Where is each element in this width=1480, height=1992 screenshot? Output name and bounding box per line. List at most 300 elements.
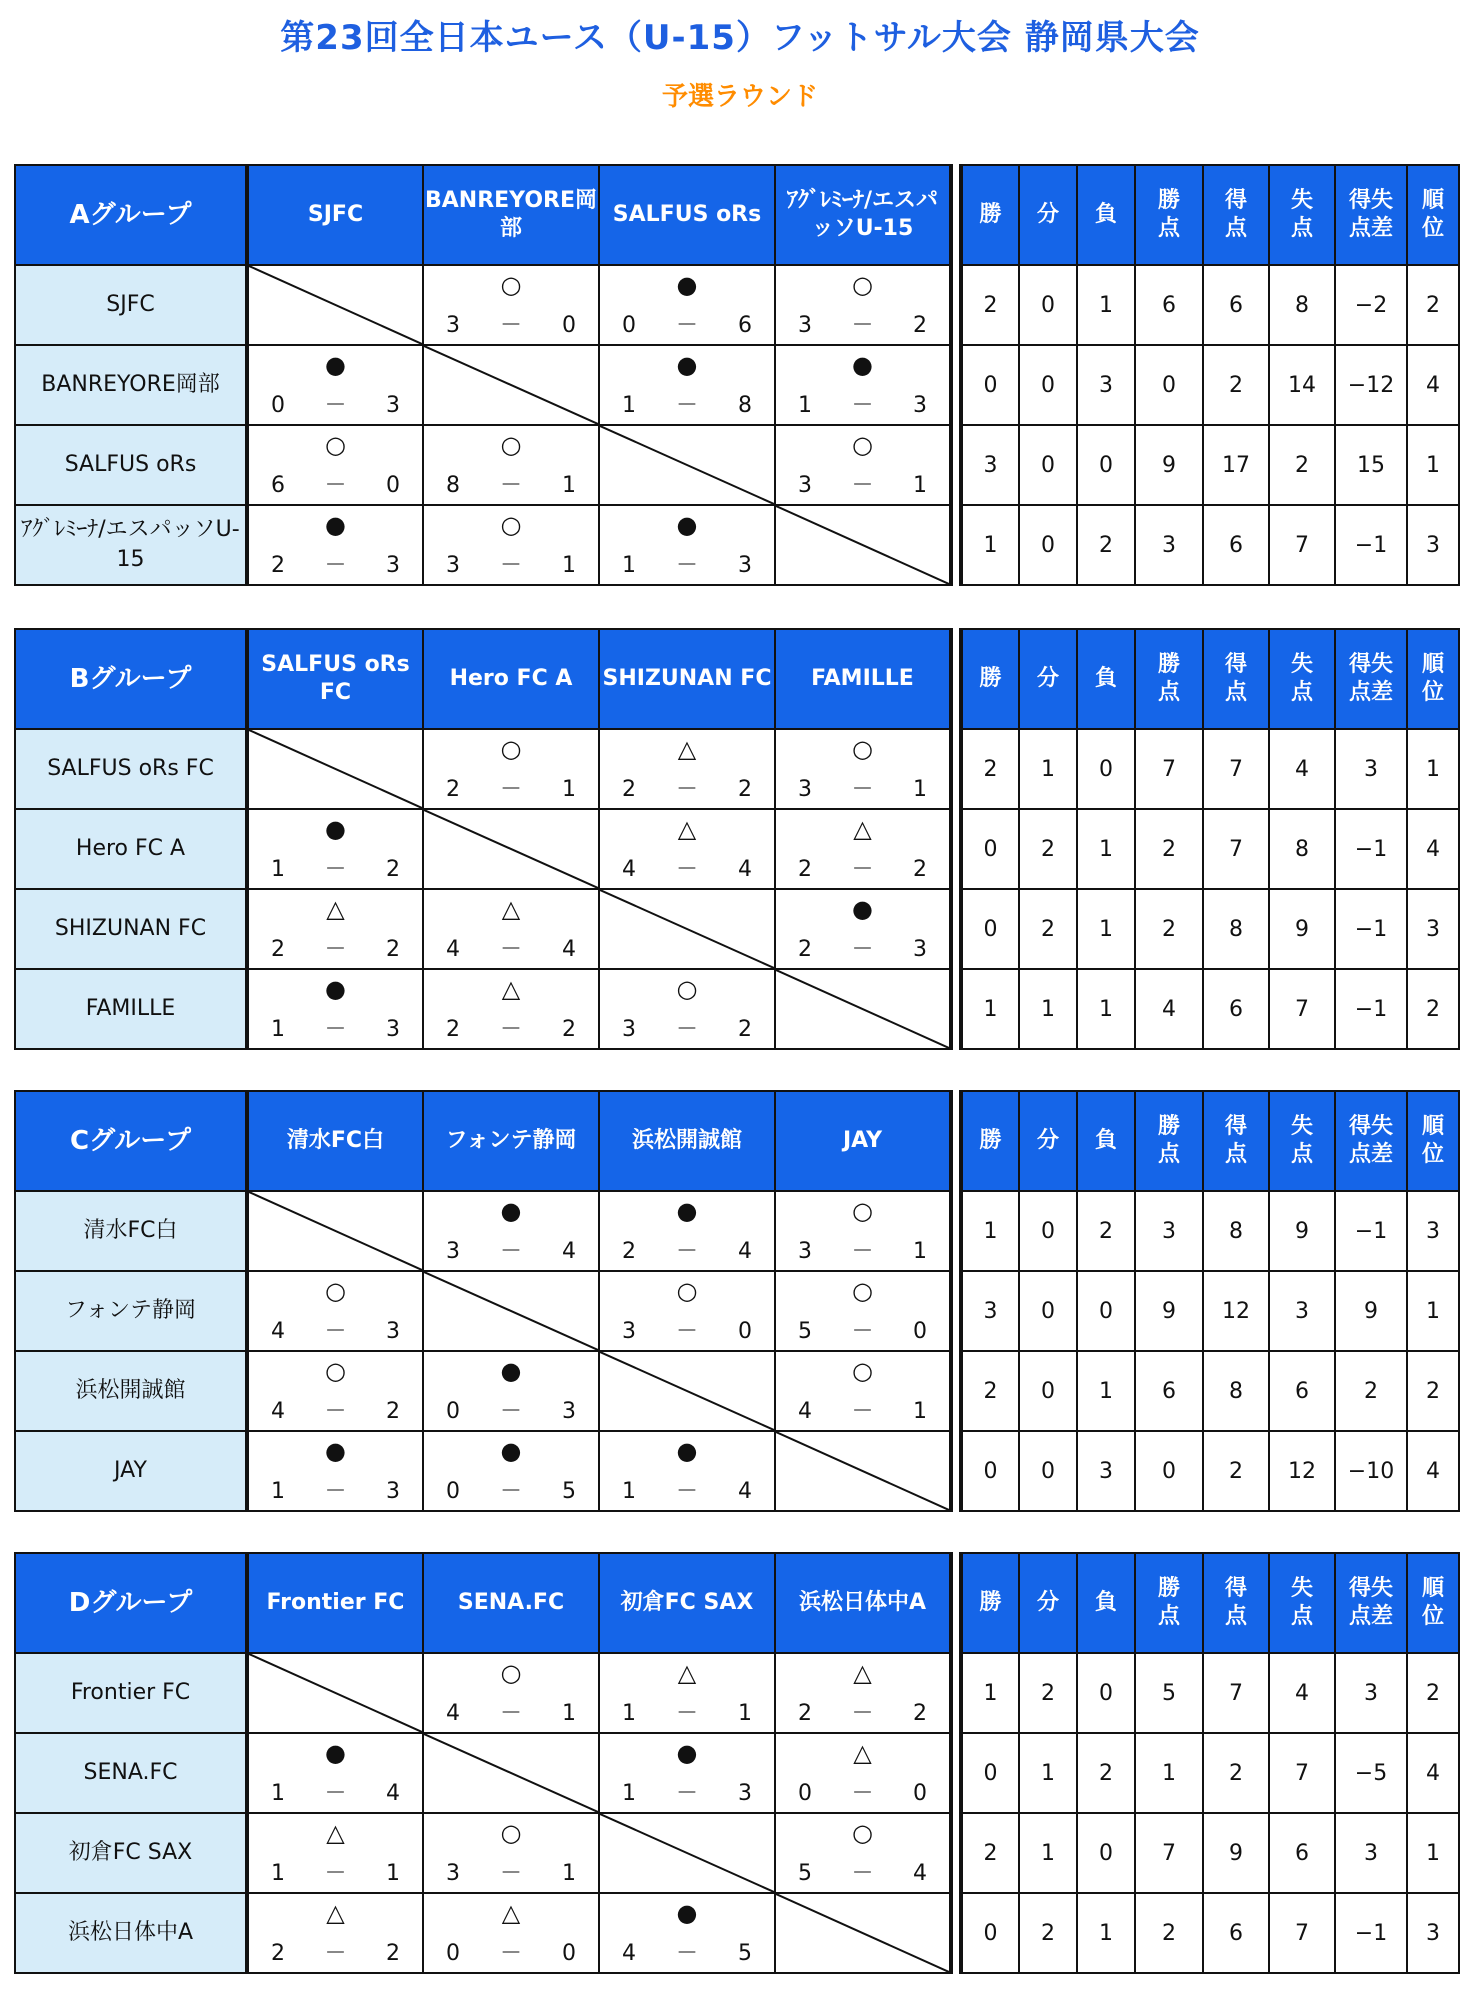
- stat-value: 2: [1077, 1733, 1135, 1813]
- result-symbol: △: [853, 1739, 872, 1767]
- stat-header-label: 得点: [1224, 652, 1247, 705]
- stat-value: 4: [1407, 1431, 1459, 1511]
- column-gap: [951, 345, 961, 425]
- column-gap: [951, 1653, 961, 1733]
- stat-value: 6: [1203, 969, 1269, 1049]
- self-match-cell: [423, 1271, 599, 1351]
- match-result: [423, 1191, 599, 1271]
- stat-header: [1335, 629, 1407, 729]
- stat-value: 0: [1019, 1271, 1077, 1351]
- stat-value: 0: [1019, 1351, 1077, 1431]
- match-result: [247, 505, 423, 585]
- stat-value: 4: [1135, 969, 1203, 1049]
- result-symbol: ○: [325, 1357, 346, 1385]
- score-for: 4: [798, 1399, 812, 1424]
- column-header-team: SALFUS oRs: [599, 165, 775, 265]
- column-header-team: SALFUS oRs FC: [247, 629, 423, 729]
- stat-value: −1: [1335, 1191, 1407, 1271]
- column-header-team: フォンテ静岡: [423, 1091, 599, 1191]
- score-for: 3: [798, 473, 812, 498]
- stat-value: −12: [1335, 345, 1407, 425]
- column-gap: [951, 729, 961, 809]
- stat-header-label: 勝点: [1157, 1576, 1180, 1629]
- result-symbol: ○: [500, 735, 522, 763]
- match-result: [247, 1733, 423, 1813]
- stat-value: 2: [1407, 1653, 1459, 1733]
- stat-value: 4: [1269, 729, 1335, 809]
- score-against: 6: [738, 313, 752, 338]
- result-symbol: ○: [676, 975, 698, 1003]
- score-for: 0: [446, 1399, 460, 1424]
- result-cell: [424, 1894, 598, 1972]
- column-gap: [951, 629, 961, 729]
- score-against: 4: [738, 1239, 752, 1264]
- stat-header: [1269, 1091, 1335, 1191]
- result-symbol: △: [326, 1899, 345, 1927]
- score-for: 4: [622, 1941, 636, 1966]
- stat-value: 0: [1077, 729, 1135, 809]
- stat-header-label: 勝: [979, 202, 1002, 227]
- stat-header-label: 分: [1036, 1590, 1059, 1615]
- team-row: [15, 889, 1459, 969]
- score-for: 0: [622, 313, 636, 338]
- score-dash: －: [851, 1319, 874, 1344]
- stat-value: 2: [1019, 889, 1077, 969]
- group-name: Bグループ: [15, 629, 247, 729]
- score-for: 6: [271, 473, 285, 498]
- score-for: 2: [271, 553, 285, 578]
- match-result: [599, 729, 775, 809]
- column-gap: [951, 969, 961, 1049]
- group-header-row: [15, 629, 1459, 729]
- stat-header-label: 失点: [1290, 188, 1313, 241]
- score-for: 0: [446, 1941, 460, 1966]
- stat-header-label: 勝: [979, 1590, 1002, 1615]
- group-1: [14, 628, 1460, 1050]
- self-match-cell: [423, 809, 599, 889]
- diagonal-line: [424, 810, 598, 888]
- stat-header: [1019, 629, 1077, 729]
- result-cell: [249, 426, 422, 504]
- score-against: 3: [562, 1399, 576, 1424]
- score-dash: －: [499, 1941, 522, 1966]
- result-symbol: ○: [500, 1659, 522, 1687]
- match-result: [247, 1271, 423, 1351]
- diagonal-line: [600, 426, 774, 504]
- stat-header: [1335, 1091, 1407, 1191]
- stat-value: −1: [1335, 809, 1407, 889]
- result-symbol: ●: [325, 1739, 346, 1767]
- result-cell: [424, 970, 598, 1048]
- result-symbol: △: [326, 895, 345, 923]
- diagonal-line: [249, 1192, 422, 1270]
- score-dash: －: [675, 857, 698, 882]
- stat-value: 7: [1269, 1893, 1335, 1973]
- stat-value: 1: [1077, 1893, 1135, 1973]
- match-result: [775, 729, 951, 809]
- stat-value: 1: [1077, 265, 1135, 345]
- stat-value: 7: [1269, 969, 1335, 1049]
- result-symbol: △: [501, 1899, 521, 1927]
- stat-value: 2: [1203, 1431, 1269, 1511]
- self-match-cell: [247, 1653, 423, 1733]
- score-against: 5: [562, 1479, 576, 1504]
- score-dash: －: [499, 1399, 522, 1424]
- team-name: SALFUS oRs: [15, 425, 247, 505]
- result-symbol: ●: [676, 1437, 698, 1465]
- stat-value: 8: [1269, 265, 1335, 345]
- result-symbol: △: [326, 1819, 345, 1847]
- stat-value: 9: [1135, 1271, 1203, 1351]
- match-result: [775, 1191, 951, 1271]
- column-gap: [951, 505, 961, 585]
- stat-value: 2: [1407, 265, 1459, 345]
- result-symbol: ○: [500, 271, 522, 299]
- stat-value: 0: [961, 1733, 1019, 1813]
- result-cell: [776, 730, 949, 808]
- column-gap: [951, 265, 961, 345]
- score-for: 1: [622, 1479, 636, 1504]
- score-dash: －: [851, 1701, 874, 1726]
- stat-value: 7: [1135, 729, 1203, 809]
- stat-value: 3: [961, 425, 1019, 505]
- team-name: Hero FC A: [15, 809, 247, 889]
- match-result: [775, 1351, 951, 1431]
- stat-value: 0: [1019, 425, 1077, 505]
- stat-header: [1269, 1553, 1335, 1653]
- score-for: 3: [446, 553, 460, 578]
- match-result: [599, 1893, 775, 1973]
- score-dash: －: [675, 1701, 698, 1726]
- score-for: 3: [798, 313, 812, 338]
- stat-value: 17: [1203, 425, 1269, 505]
- stat-value: 6: [1135, 265, 1203, 345]
- match-result: [775, 1813, 951, 1893]
- match-result: [423, 1653, 599, 1733]
- stat-header: [1019, 1091, 1077, 1191]
- score-against: 3: [386, 1319, 400, 1344]
- score-against: 1: [562, 1701, 576, 1726]
- result-symbol: ●: [676, 271, 698, 299]
- stat-header: [961, 1553, 1019, 1653]
- score-dash: －: [675, 1239, 698, 1264]
- score-dash: －: [851, 313, 874, 338]
- group-table: [14, 1090, 1460, 1512]
- stat-value: 2: [1407, 1351, 1459, 1431]
- team-row: [15, 1813, 1459, 1893]
- stat-header-label: 勝点: [1157, 188, 1180, 241]
- score-dash: －: [324, 1941, 347, 1966]
- group-2: [14, 1090, 1460, 1512]
- stat-value: 3: [1407, 1893, 1459, 1973]
- result-cell: [600, 1894, 774, 1972]
- stat-value: 3: [1335, 1813, 1407, 1893]
- stat-header: [1203, 1553, 1269, 1653]
- score-against: 2: [738, 1017, 752, 1042]
- column-header-team: 浜松日体中A: [775, 1553, 951, 1653]
- stat-header-label: 負: [1094, 1590, 1117, 1615]
- result-cell: [249, 346, 422, 424]
- team-name: BANREYORE岡部: [15, 345, 247, 425]
- stat-value: 3: [1407, 505, 1459, 585]
- result-cell: [776, 1352, 949, 1430]
- stat-value: 12: [1203, 1271, 1269, 1351]
- stat-value: 1: [961, 1191, 1019, 1271]
- score-against: 1: [386, 1861, 400, 1886]
- stat-value: 0: [961, 345, 1019, 425]
- match-result: [599, 1733, 775, 1813]
- stat-value: 3: [1135, 505, 1203, 585]
- stat-value: 1: [1019, 729, 1077, 809]
- match-result: [423, 889, 599, 969]
- result-symbol: ○: [325, 431, 346, 459]
- column-gap: [951, 425, 961, 505]
- stat-value: 3: [961, 1271, 1019, 1351]
- score-dash: －: [499, 1239, 522, 1264]
- self-match-cell: [775, 505, 951, 585]
- match-result: [423, 1351, 599, 1431]
- stat-value: 1: [1077, 889, 1135, 969]
- score-against: 2: [386, 1399, 400, 1424]
- result-cell: [249, 890, 422, 968]
- stat-value: 2: [1019, 1653, 1077, 1733]
- column-header-team: JAY: [775, 1091, 951, 1191]
- stat-value: 2: [1407, 969, 1459, 1049]
- stat-header-label: 得失点差: [1348, 1114, 1393, 1167]
- score-dash: －: [675, 777, 698, 802]
- stat-value: 1: [1077, 969, 1135, 1049]
- result-cell: [249, 1432, 422, 1510]
- score-for: 2: [446, 777, 460, 802]
- stat-header-label: 負: [1094, 202, 1117, 227]
- stat-header-label: 得失点差: [1348, 1576, 1393, 1629]
- stat-value: 7: [1203, 809, 1269, 889]
- stat-value: 2: [961, 729, 1019, 809]
- result-cell: [776, 1272, 949, 1350]
- result-symbol: ●: [325, 975, 346, 1003]
- match-result: [599, 969, 775, 1049]
- team-row: [15, 969, 1459, 1049]
- score-against: 3: [738, 553, 752, 578]
- result-symbol: ●: [676, 1197, 698, 1225]
- score-for: 3: [446, 313, 460, 338]
- result-symbol: ○: [852, 1819, 873, 1847]
- match-result: [423, 425, 599, 505]
- result-cell: [776, 890, 949, 968]
- score-dash: －: [675, 393, 698, 418]
- result-cell: [600, 266, 774, 344]
- score-for: 0: [446, 1479, 460, 1504]
- stat-value: 3: [1407, 1191, 1459, 1271]
- score-dash: －: [851, 937, 874, 962]
- group-header-row: [15, 165, 1459, 265]
- score-against: 1: [913, 473, 927, 498]
- result-cell: [424, 730, 598, 808]
- score-dash: －: [851, 857, 874, 882]
- result-cell: [600, 970, 774, 1048]
- self-match-cell: [775, 1893, 951, 1973]
- result-cell: [776, 346, 949, 424]
- score-dash: －: [675, 1781, 698, 1806]
- stat-value: 2: [1203, 345, 1269, 425]
- result-symbol: △: [677, 1659, 697, 1687]
- diagonal-line: [776, 970, 949, 1048]
- score-against: 2: [562, 1017, 576, 1042]
- stat-value: −5: [1335, 1733, 1407, 1813]
- stat-value: 9: [1269, 1191, 1335, 1271]
- diagonal-line: [600, 1814, 774, 1892]
- stat-value: −1: [1335, 969, 1407, 1049]
- score-against: 0: [562, 1941, 576, 1966]
- self-match-cell: [775, 969, 951, 1049]
- diagonal-line: [776, 1894, 949, 1972]
- column-gap: [951, 1431, 961, 1511]
- result-cell: [776, 266, 949, 344]
- stat-value: 2: [1269, 425, 1335, 505]
- stat-value: 12: [1269, 1431, 1335, 1511]
- score-against: 0: [562, 313, 576, 338]
- column-header-team: FAMILLE: [775, 629, 951, 729]
- stat-header-label: 負: [1094, 666, 1117, 691]
- score-for: 2: [798, 937, 812, 962]
- score-against: 0: [386, 473, 400, 498]
- match-result: [599, 265, 775, 345]
- score-for: 3: [622, 1017, 636, 1042]
- match-result: [423, 729, 599, 809]
- score-for: 1: [622, 553, 636, 578]
- stat-header: [1019, 1553, 1077, 1653]
- team-name: SALFUS oRs FC: [15, 729, 247, 809]
- match-result: [247, 1431, 423, 1511]
- score-for: 1: [271, 1479, 285, 1504]
- group-table: [14, 164, 1460, 586]
- stat-header-label: 分: [1036, 666, 1059, 691]
- match-result: [247, 969, 423, 1049]
- result-cell: [600, 1192, 774, 1270]
- match-result: [599, 1653, 775, 1733]
- stat-value: 4: [1407, 809, 1459, 889]
- self-match-cell: [599, 1813, 775, 1893]
- match-result: [423, 1431, 599, 1511]
- match-result: [423, 1813, 599, 1893]
- score-for: 1: [271, 1861, 285, 1886]
- score-dash: －: [675, 1479, 698, 1504]
- result-cell: [600, 346, 774, 424]
- score-against: 5: [738, 1941, 752, 1966]
- column-gap: [951, 1271, 961, 1351]
- column-gap: [951, 889, 961, 969]
- stat-header-label: 得失点差: [1348, 652, 1393, 705]
- stat-value: 7: [1269, 505, 1335, 585]
- result-symbol: ○: [500, 511, 522, 539]
- stat-header-label: 勝点: [1157, 1114, 1180, 1167]
- score-for: 4: [622, 857, 636, 882]
- score-dash: －: [324, 857, 347, 882]
- column-header-team: 初倉FC SAX: [599, 1553, 775, 1653]
- score-for: 1: [271, 1017, 285, 1042]
- team-row: [15, 809, 1459, 889]
- match-result: [599, 1191, 775, 1271]
- score-for: 3: [446, 1861, 460, 1886]
- stat-header: [1135, 1091, 1203, 1191]
- score-dash: －: [324, 1479, 347, 1504]
- stat-value: 6: [1203, 265, 1269, 345]
- score-against: 3: [386, 393, 400, 418]
- stat-value: 1: [1407, 1271, 1459, 1351]
- column-header-team: SENA.FC: [423, 1553, 599, 1653]
- result-cell: [600, 810, 774, 888]
- result-symbol: ○: [852, 1357, 873, 1385]
- stat-value: 0: [1019, 265, 1077, 345]
- score-for: 5: [798, 1319, 812, 1344]
- group-header-row: [15, 1091, 1459, 1191]
- team-row: [15, 1431, 1459, 1511]
- diagonal-line: [249, 1654, 422, 1732]
- stat-header-label: 勝点: [1157, 652, 1180, 705]
- self-match-cell: [423, 1733, 599, 1813]
- stat-value: 2: [1135, 809, 1203, 889]
- stat-header: [961, 165, 1019, 265]
- score-for: 3: [622, 1319, 636, 1344]
- column-gap: [951, 1733, 961, 1813]
- score-dash: －: [851, 473, 874, 498]
- stat-header-label: 得点: [1224, 1114, 1247, 1167]
- self-match-cell: [775, 1431, 951, 1511]
- group-name: Cグループ: [15, 1091, 247, 1191]
- result-symbol: ●: [676, 1899, 698, 1927]
- score-dash: －: [675, 553, 698, 578]
- score-dash: －: [851, 1781, 874, 1806]
- score-dash: －: [324, 1399, 347, 1424]
- score-against: 3: [913, 393, 927, 418]
- stat-value: 2: [1135, 889, 1203, 969]
- stat-value: 0: [1077, 1813, 1135, 1893]
- stat-header: [1407, 629, 1459, 729]
- stat-value: 1: [1077, 1351, 1135, 1431]
- stat-value: 8: [1203, 1191, 1269, 1271]
- team-row: [15, 1351, 1459, 1431]
- result-symbol: ○: [500, 431, 522, 459]
- score-dash: －: [499, 1861, 522, 1886]
- match-result: [247, 425, 423, 505]
- column-header-team: BANREYORE岡部: [423, 165, 599, 265]
- stat-header-label: 得失点差: [1348, 188, 1393, 241]
- stat-header-label: 順位: [1421, 1576, 1444, 1629]
- self-match-cell: [423, 345, 599, 425]
- stat-header-label: 得点: [1224, 188, 1247, 241]
- stat-value: 2: [961, 1813, 1019, 1893]
- score-for: 2: [446, 1017, 460, 1042]
- score-dash: －: [499, 313, 522, 338]
- stat-value: 6: [1269, 1813, 1335, 1893]
- result-cell: [600, 1272, 774, 1350]
- column-gap: [951, 809, 961, 889]
- result-symbol: ●: [676, 511, 698, 539]
- stat-value: 1: [1407, 425, 1459, 505]
- score-against: 8: [738, 393, 752, 418]
- stat-value: 0: [1077, 425, 1135, 505]
- group-table: [14, 628, 1460, 1050]
- stat-value: 1: [1019, 1733, 1077, 1813]
- stat-value: 3: [1077, 345, 1135, 425]
- score-against: 4: [738, 1479, 752, 1504]
- stat-header-label: 勝: [979, 1128, 1002, 1153]
- stat-value: 0: [961, 1431, 1019, 1511]
- stat-value: 3: [1269, 1271, 1335, 1351]
- score-dash: －: [324, 473, 347, 498]
- stat-value: 1: [1135, 1733, 1203, 1813]
- result-cell: [424, 1654, 598, 1732]
